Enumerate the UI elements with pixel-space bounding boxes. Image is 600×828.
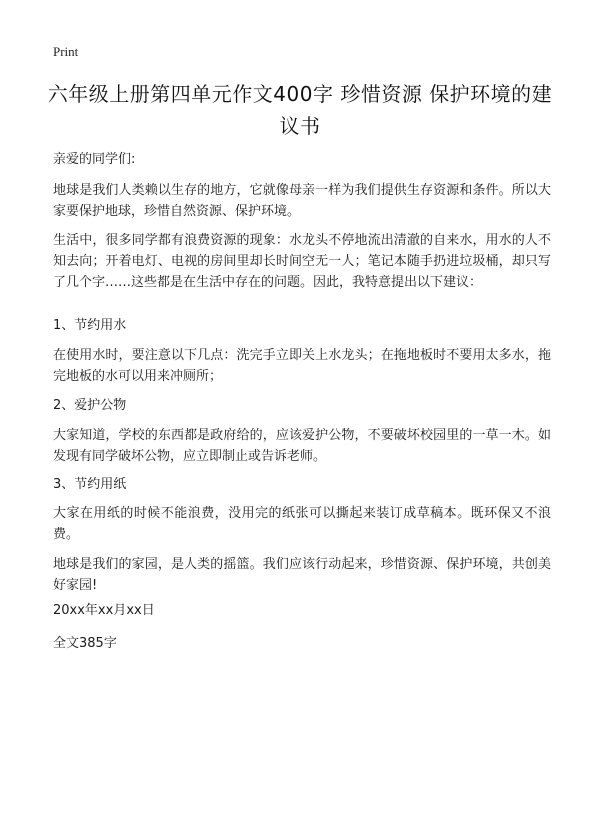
- paragraph-intro: 地球是我们人类赖以生存的地方，它就像母亲一样为我们提供生存资源和条件。所以大家要保护地球，珍惜自然资源、保护环境。: [53, 183, 551, 219]
- section-heading-property: 2、爱护公物: [53, 398, 127, 413]
- section-body-water: 在使用水时，要注意以下几点：洗完手立即关上水龙头；在拖地板时不要用太多水，拖完地板的水可以用来冲厕所；: [53, 348, 551, 384]
- section-body-paper: 大家在用纸的时候不能浪费，没用完的纸张可以撕起来装订成草稿本。既环保又不浪费。: [53, 506, 551, 542]
- section-body-property: 大家知道，学校的东西都是政府给的，应该爱护公物，不要破坏校园里的一草一木。如发现有同学破坏公物，应立即制止或告诉老师。: [53, 428, 551, 464]
- paragraph-problems: 生活中，很多同学都有浪费资源的现象：水龙头不停地流出清澈的自来水，用水的人不知去向；开着电灯、电视的房间里却长时间空无一人；笔记本随手扔进垃圾桶，却只写了几个字……这些都是在生活中存在的问题。因此，我特意提出以下建议：: [53, 233, 551, 290]
- date-line: 20xx年xx月xx日: [53, 603, 155, 618]
- page-title: 六年级上册第四单元作文400字 珍惜资源 保护环境的建议书: [47, 82, 553, 138]
- closing-paragraph: 地球是我们的家园，是人类的摇篮。我们应该行动起来，珍惜资源、保护环境，共创美好家园!: [53, 557, 551, 593]
- word-count: 全文385字: [53, 636, 117, 651]
- greeting: 亲爱的同学们:: [53, 152, 136, 167]
- section-heading-water: 1、节约用水: [53, 318, 127, 333]
- print-label[interactable]: Print: [53, 44, 79, 59]
- section-heading-paper: 3、节约用纸: [53, 477, 127, 492]
